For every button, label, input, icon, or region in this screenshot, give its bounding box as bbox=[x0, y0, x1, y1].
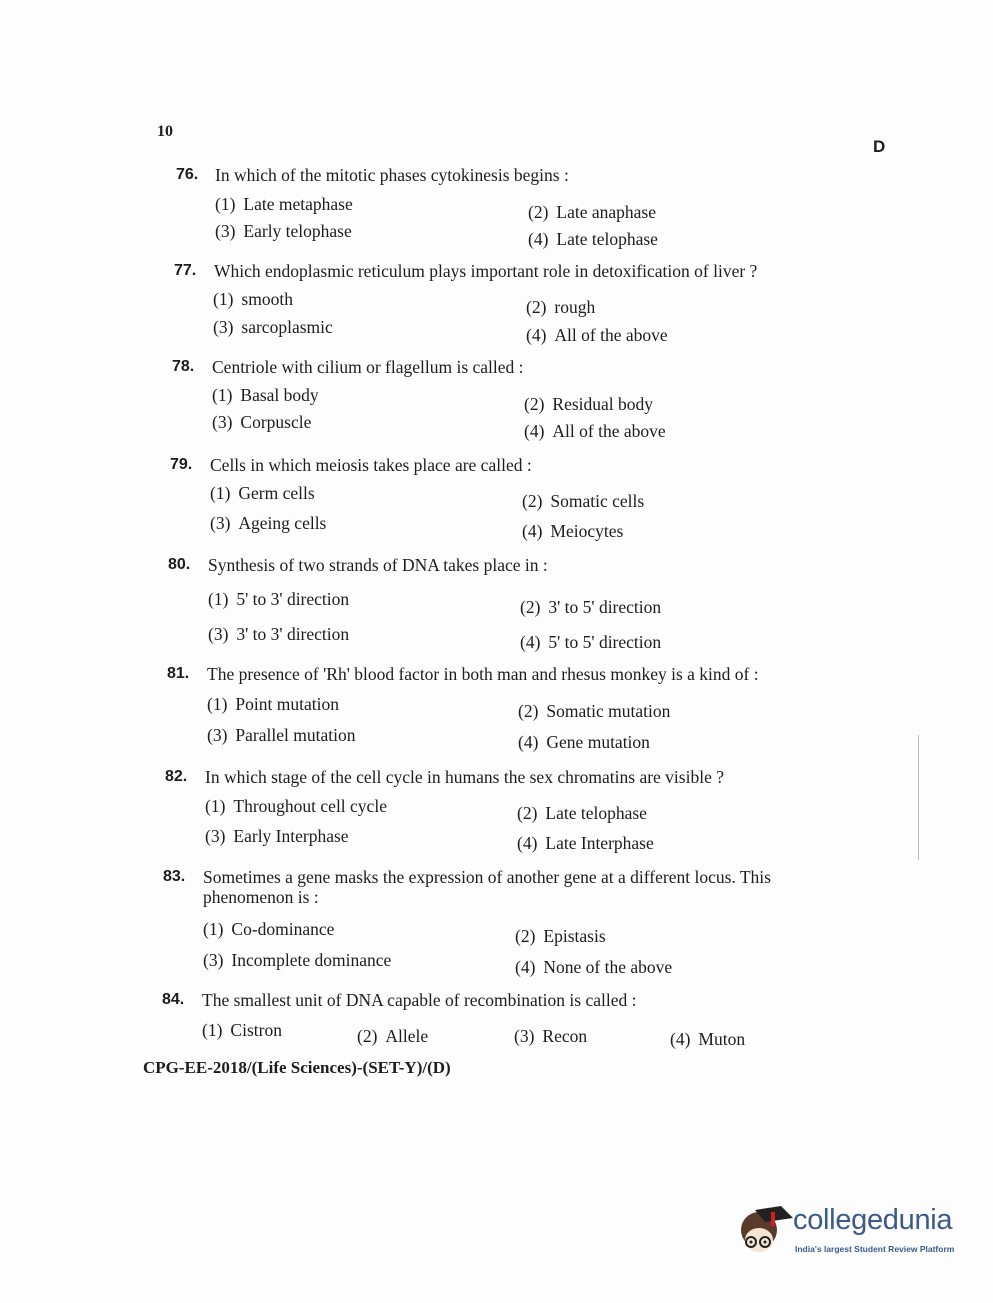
option-text: Incomplete dominance bbox=[231, 950, 392, 970]
option-number: (3) bbox=[208, 624, 229, 644]
option-number: (1) bbox=[215, 194, 236, 214]
answer-option bbox=[522, 491, 644, 512]
option-number: (1) bbox=[202, 1020, 223, 1040]
option-text: smooth bbox=[241, 289, 293, 309]
option-text: Late metaphase bbox=[243, 194, 353, 214]
answer-option bbox=[514, 1026, 587, 1047]
option-text: Ageing cells bbox=[238, 513, 327, 533]
question-number: 84. bbox=[162, 991, 185, 1008]
option-text: Recon bbox=[542, 1026, 588, 1046]
answer-option bbox=[515, 957, 672, 978]
question-text: The smallest unit of DNA capable of recombination is called : bbox=[202, 990, 637, 1010]
option-text: Somatic mutation bbox=[546, 701, 671, 721]
paper-code-footer: CPG-EE-2018/(Life Sciences)-(SET-Y)/(D) bbox=[143, 1058, 451, 1077]
answer-option bbox=[357, 1026, 428, 1047]
answer-option bbox=[517, 803, 647, 824]
answer-option bbox=[520, 632, 661, 653]
option-number: (3) bbox=[215, 221, 236, 241]
question-number: 81. bbox=[167, 665, 190, 682]
option-number: (4) bbox=[528, 229, 549, 249]
answer-option bbox=[207, 725, 355, 746]
answer-option bbox=[522, 521, 623, 542]
question-number: 82. bbox=[165, 768, 188, 785]
option-number: (4) bbox=[526, 325, 547, 345]
option-number: (2) bbox=[515, 926, 536, 946]
question-number: 76. bbox=[176, 166, 199, 183]
answer-option bbox=[207, 694, 339, 715]
option-number: (2) bbox=[526, 297, 547, 317]
option-number: (4) bbox=[522, 521, 543, 541]
option-number: (3) bbox=[210, 513, 231, 533]
question-text: Sometimes a gene masks the expression of another gene at a different locus. This bbox=[203, 867, 771, 887]
option-number: (4) bbox=[517, 833, 538, 853]
option-number: (4) bbox=[520, 632, 541, 652]
question-text: Centriole with cilium or flagellum is called : bbox=[212, 357, 524, 377]
option-text: Point mutation bbox=[235, 694, 339, 714]
option-number: (3) bbox=[212, 412, 233, 432]
answer-option bbox=[526, 325, 668, 346]
answer-option bbox=[210, 513, 326, 534]
question-number: 79. bbox=[170, 456, 193, 473]
option-number: (4) bbox=[515, 957, 536, 977]
option-number: (2) bbox=[357, 1026, 378, 1046]
option-text: Early Interphase bbox=[233, 826, 349, 846]
answer-option bbox=[203, 919, 334, 940]
mascot-icon bbox=[735, 1198, 793, 1260]
answer-option bbox=[526, 297, 595, 318]
option-text: Germ cells bbox=[238, 483, 315, 503]
option-text: sarcoplasmic bbox=[241, 317, 333, 337]
option-text: Cistron bbox=[230, 1020, 282, 1040]
answer-option bbox=[213, 289, 293, 310]
logo-wordmark: collegedunia bbox=[793, 1204, 953, 1236]
answer-option bbox=[202, 1020, 282, 1041]
answer-option bbox=[670, 1029, 745, 1050]
option-number: (2) bbox=[518, 701, 539, 721]
option-text: All of the above bbox=[552, 421, 666, 441]
option-number: (1) bbox=[205, 796, 226, 816]
option-number: (1) bbox=[203, 919, 224, 939]
option-text: Epistasis bbox=[543, 926, 606, 946]
option-number: (3) bbox=[207, 725, 228, 745]
option-text: None of the above bbox=[543, 957, 673, 977]
option-text: All of the above bbox=[554, 325, 668, 345]
option-text: Late telophase bbox=[545, 803, 647, 823]
option-text: Late Interphase bbox=[545, 833, 654, 853]
question-text: In which stage of the cell cycle in humans the sex chromatins are visible ? bbox=[205, 767, 724, 787]
question-text: Synthesis of two strands of DNA takes place in : bbox=[208, 555, 548, 575]
option-text: 3' to 3' direction bbox=[236, 624, 350, 644]
option-number: (2) bbox=[517, 803, 538, 823]
option-number: (1) bbox=[208, 589, 229, 609]
answer-option bbox=[215, 221, 352, 242]
option-text: Allele bbox=[385, 1026, 429, 1046]
option-text: 5' to 3' direction bbox=[236, 589, 350, 609]
answer-option bbox=[210, 483, 315, 504]
answer-option bbox=[205, 826, 349, 847]
option-text: Late telophase bbox=[556, 229, 658, 249]
question-text: In which of the mitotic phases cytokinesis begins : bbox=[215, 165, 569, 185]
answer-option bbox=[208, 589, 349, 610]
question-number: 78. bbox=[172, 358, 195, 375]
option-text: Corpuscle bbox=[240, 412, 312, 432]
option-number: (1) bbox=[210, 483, 231, 503]
option-number: (3) bbox=[213, 317, 234, 337]
option-text: 3' to 5' direction bbox=[548, 597, 662, 617]
option-number: (3) bbox=[203, 950, 224, 970]
answer-option bbox=[215, 194, 353, 215]
option-number: (3) bbox=[514, 1026, 535, 1046]
option-number: (1) bbox=[212, 385, 233, 405]
question-text: Which endoplasmic reticulum plays important role in detoxification of liver ? bbox=[214, 261, 758, 281]
option-number: (2) bbox=[528, 202, 549, 222]
option-text: Gene mutation bbox=[546, 732, 650, 752]
option-text: rough bbox=[554, 297, 596, 317]
option-text: Basal body bbox=[240, 385, 319, 405]
set-code: D bbox=[873, 137, 886, 156]
option-number: (3) bbox=[205, 826, 226, 846]
page-number: 10 bbox=[157, 123, 173, 140]
question-number: 83. bbox=[163, 868, 186, 885]
option-number: (1) bbox=[213, 289, 234, 309]
answer-option bbox=[208, 624, 349, 645]
option-text: Muton bbox=[698, 1029, 746, 1049]
option-text: Parallel mutation bbox=[235, 725, 356, 745]
option-number: (1) bbox=[207, 694, 228, 714]
answer-option bbox=[518, 701, 670, 722]
option-text: 5' to 5' direction bbox=[548, 632, 662, 652]
option-text: Somatic cells bbox=[550, 491, 645, 511]
option-text: Late anaphase bbox=[556, 202, 656, 222]
question-text-continued: phenomenon is : bbox=[203, 887, 319, 907]
option-number: (4) bbox=[524, 421, 545, 441]
option-number: (4) bbox=[670, 1029, 691, 1049]
option-text: Residual body bbox=[552, 394, 654, 414]
option-number: (2) bbox=[524, 394, 545, 414]
answer-option bbox=[515, 926, 606, 947]
option-number: (4) bbox=[518, 732, 539, 752]
answer-option bbox=[213, 317, 333, 338]
question-text: Cells in which meiosis takes place are called : bbox=[210, 455, 532, 475]
answer-option bbox=[212, 385, 319, 406]
answer-option bbox=[524, 421, 666, 442]
answer-option bbox=[520, 597, 661, 618]
question-number: 77. bbox=[174, 262, 197, 279]
answer-option bbox=[518, 732, 650, 753]
scan-edge-line bbox=[918, 735, 919, 860]
option-number: (2) bbox=[520, 597, 541, 617]
logo-tagline: India's largest Student Review Platform bbox=[795, 1244, 955, 1254]
answer-option bbox=[524, 394, 653, 415]
question-number: 80. bbox=[168, 556, 191, 573]
answer-option bbox=[203, 950, 391, 971]
answer-option bbox=[517, 833, 654, 854]
option-number: (2) bbox=[522, 491, 543, 511]
answer-option bbox=[528, 229, 658, 250]
option-text: Throughout cell cycle bbox=[233, 796, 387, 816]
answer-option bbox=[212, 412, 311, 433]
answer-option bbox=[205, 796, 387, 817]
option-text: Early telophase bbox=[243, 221, 352, 241]
collegedunia-logo bbox=[735, 1198, 965, 1268]
option-text: Co-dominance bbox=[231, 919, 335, 939]
answer-option bbox=[528, 202, 656, 223]
question-text: The presence of 'Rh' blood factor in both man and rhesus monkey is a kind of : bbox=[207, 664, 759, 684]
option-text: Meiocytes bbox=[550, 521, 624, 541]
